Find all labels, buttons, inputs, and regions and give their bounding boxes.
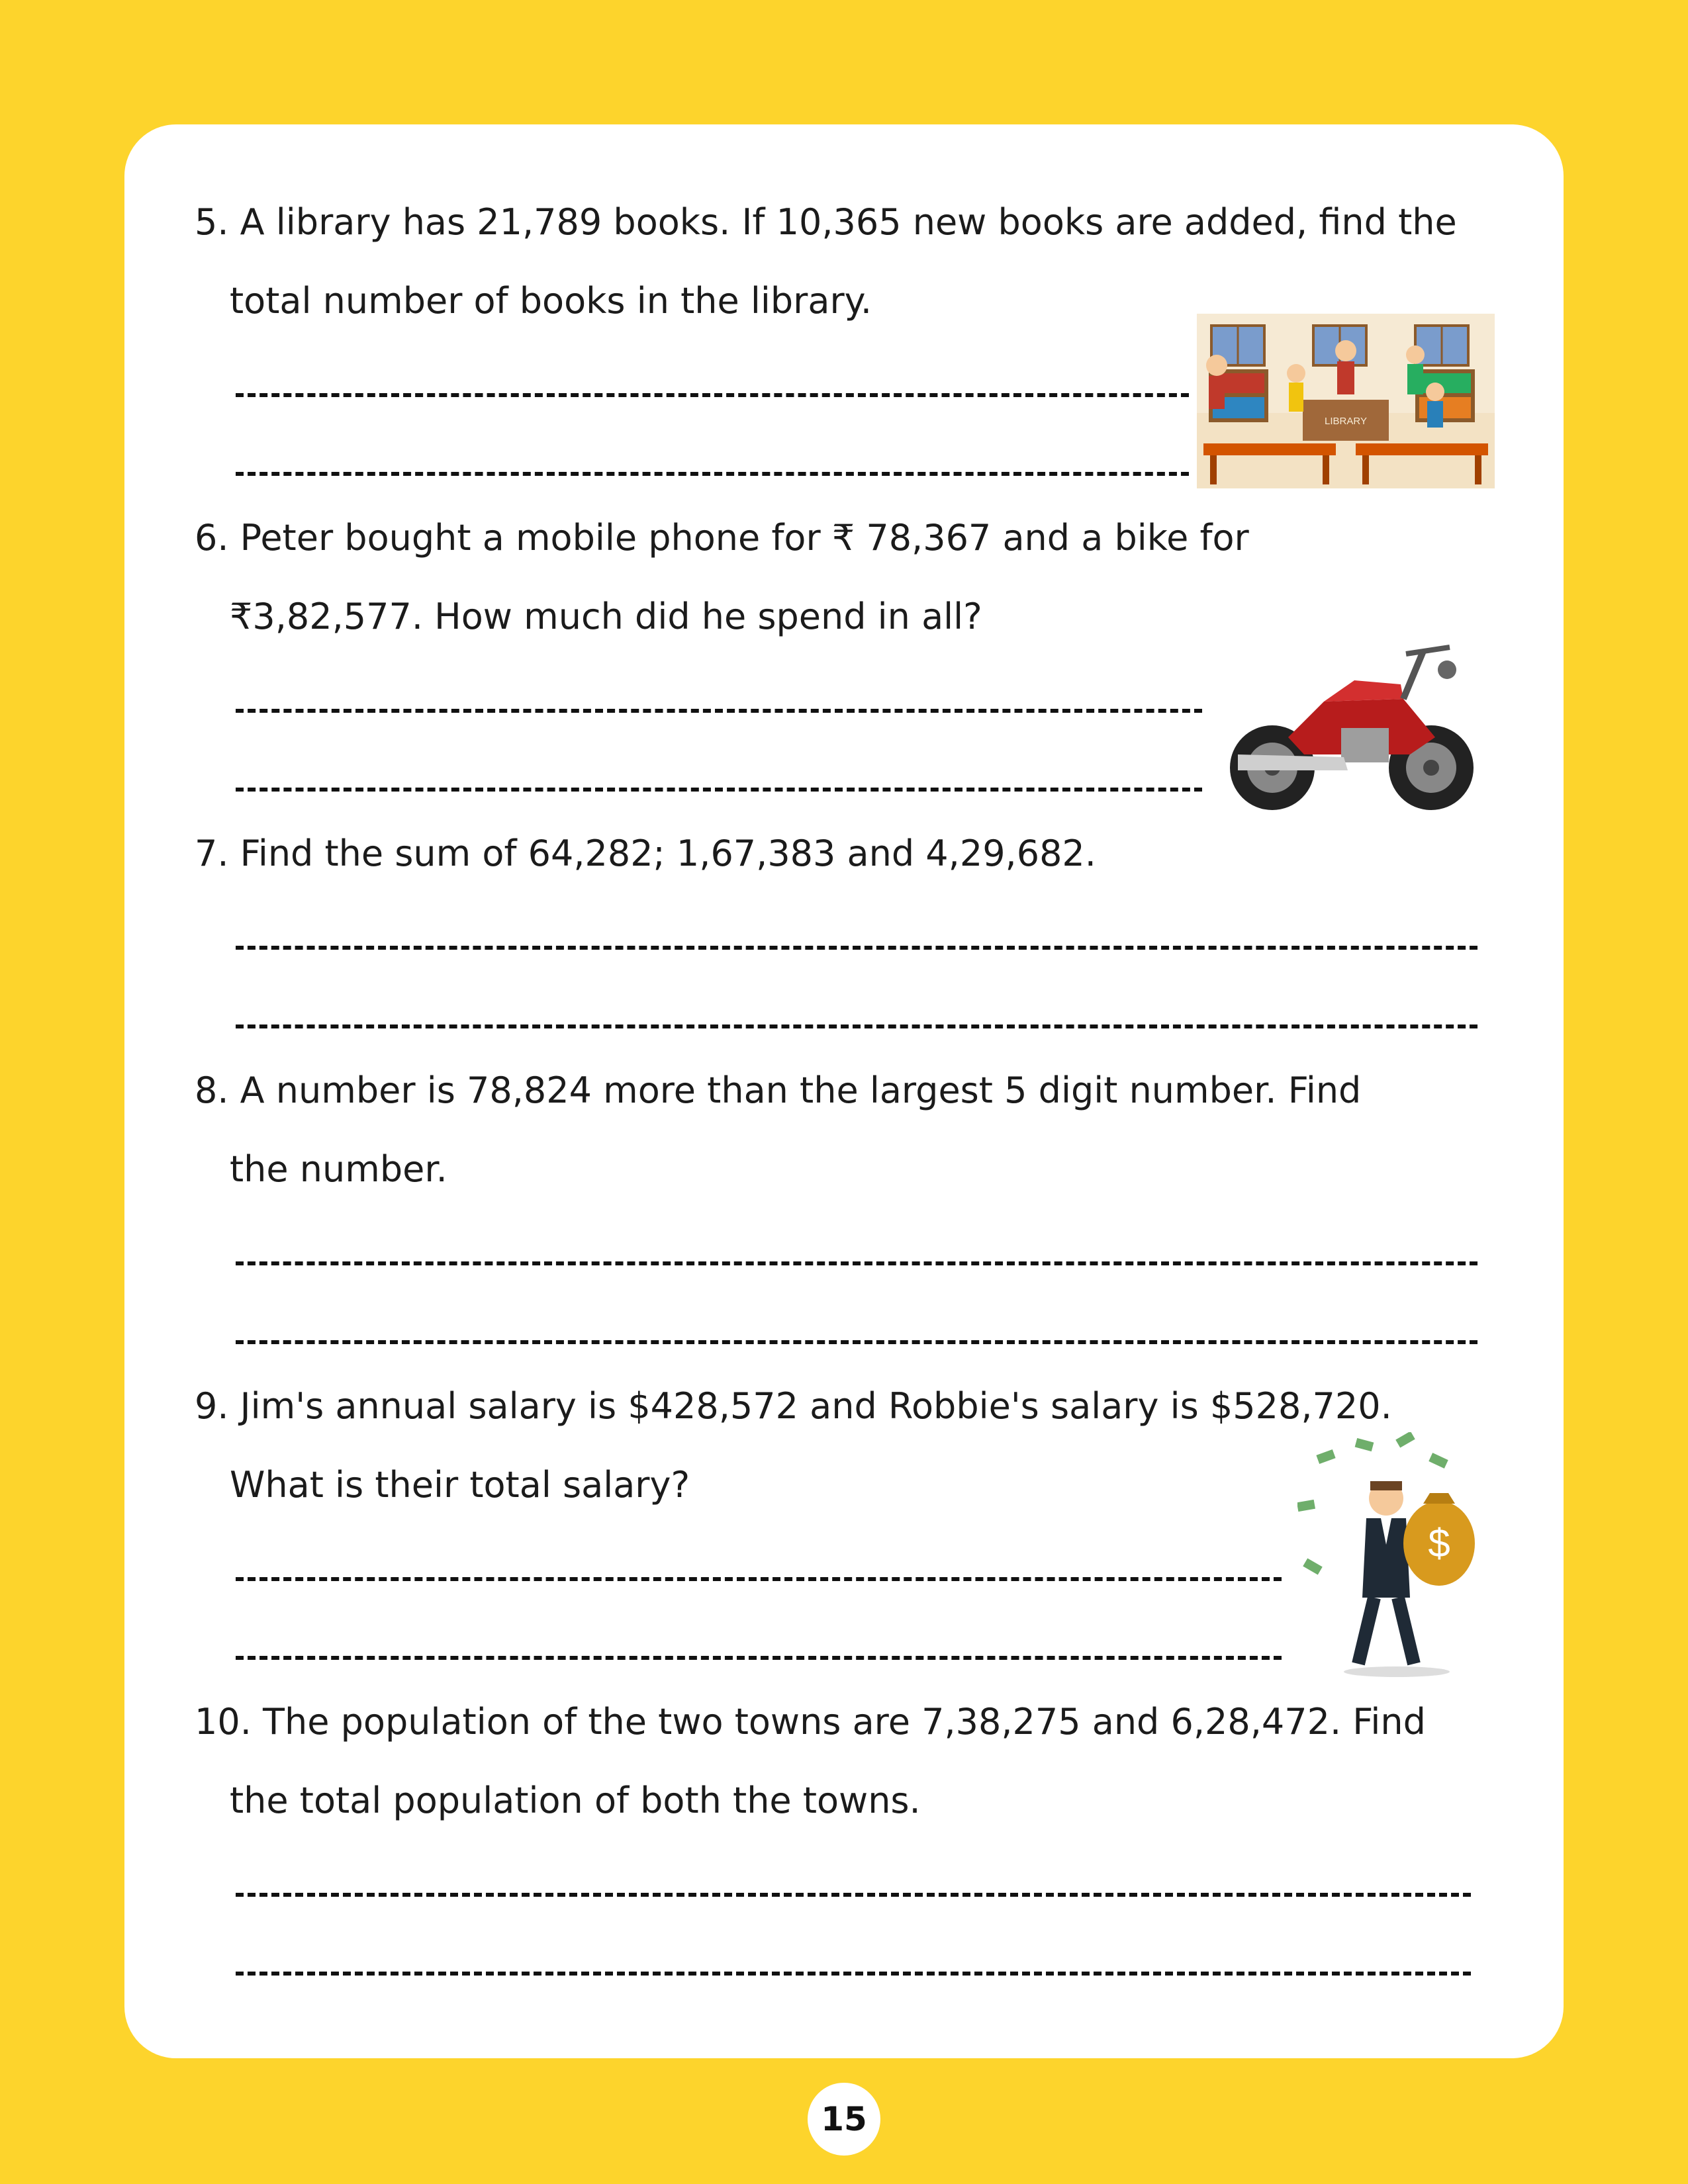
money-bag-symbol: $ [1428, 1521, 1450, 1565]
answer-line-7a[interactable] [236, 946, 1477, 950]
answer-line-9b[interactable] [236, 1656, 1282, 1660]
page-number: 15 [808, 2083, 880, 2156]
question-7 [195, 814, 1096, 893]
question-10-line-1: 10. The population of the two towns are 7,38,275 and 6,28,472. Find [195, 1701, 1426, 1743]
answer-line-6a[interactable] [236, 709, 1202, 713]
question-6-line-2: ₹3,82,577. How much did he spend in all? [230, 596, 982, 637]
answer-line-6b[interactable] [236, 788, 1202, 792]
question-8-line-1: 8. A number is 78,824 more than the largest 5 digit number. Find [195, 1069, 1362, 1111]
question-9-line-2: What is their total salary? [230, 1464, 690, 1506]
answer-line-9a[interactable] [236, 1577, 1282, 1581]
library-illustration [1197, 314, 1495, 488]
motorbike-illustration [1225, 638, 1479, 825]
question-8-line-2: the number. [230, 1148, 447, 1190]
answer-line-5b[interactable] [236, 472, 1189, 476]
salary-illustration [1297, 1432, 1477, 1677]
question-6 [195, 498, 1249, 656]
question-5-line-1: 5. A library has 21,789 books. If 10,365 new books are added, find the [195, 201, 1457, 243]
answer-line-10a[interactable] [236, 1893, 1471, 1897]
answer-line-10b[interactable] [236, 1972, 1471, 1976]
question-10-line-2: the total population of both the towns. [230, 1780, 921, 1821]
answer-line-8a[interactable] [236, 1261, 1477, 1265]
question-9 [195, 1367, 1392, 1524]
question-7-line-1: 7. Find the sum of 64,282; 1,67,383 and 4,29,682. [195, 833, 1096, 874]
question-8 [195, 1051, 1361, 1208]
question-9-line-1: 9. Jim's annual salary is $428,572 and Robbie's salary is $528,720. [195, 1385, 1392, 1427]
question-6-line-1: 6. Peter bought a mobile phone for ₹ 78,367 and a bike for [195, 517, 1249, 559]
library-sign: LIBRARY [1325, 416, 1367, 427]
answer-line-7b[interactable] [236, 1024, 1477, 1028]
answer-line-8b[interactable] [236, 1340, 1477, 1344]
question-10 [195, 1682, 1426, 1840]
question-5-line-2: total number of books in the library. [230, 280, 872, 322]
answer-line-5a[interactable] [236, 393, 1189, 397]
